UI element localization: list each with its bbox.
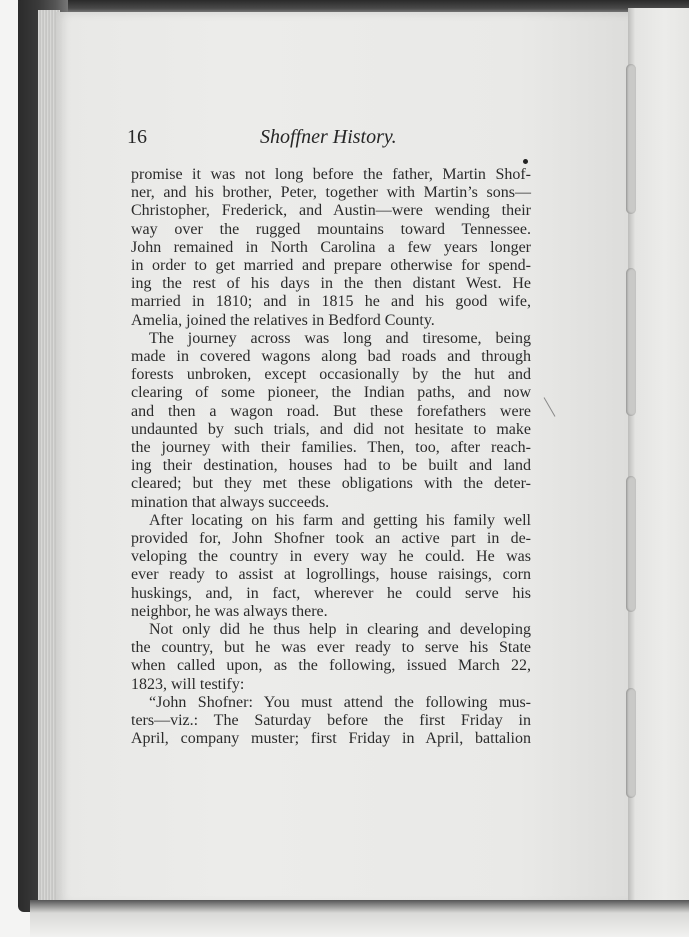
text-line: clearing of some pioneer, the Indian paths, and now bbox=[131, 384, 531, 402]
text-line: ever ready to assist at logrollings, house raisings, corn bbox=[131, 566, 531, 584]
text-line: promise it was not long before the father, Martin Shof- bbox=[131, 166, 531, 183]
text-line: April, company muster; first Friday in April, battalion bbox=[131, 730, 531, 748]
right-page-sliver bbox=[628, 8, 689, 903]
text-line: “John Shofner: You must attend the following mus- bbox=[149, 693, 531, 711]
bottom-edge-shadow bbox=[30, 900, 689, 937]
text-line: ters—viz.: The Saturday before the first Friday in bbox=[131, 712, 531, 730]
text-line: veloping the country in every way he could. He was bbox=[131, 548, 531, 566]
text-line: ner, and his brother, Peter, together with Martin’s sons— bbox=[131, 184, 531, 202]
binding-stitch bbox=[626, 476, 636, 612]
text-line: provided for, John Shofner took an active part in de- bbox=[131, 530, 531, 548]
text-line: Amelia, joined the relatives in Bedford County. bbox=[131, 311, 435, 329]
text-line: The journey across was long and tiresome, being bbox=[149, 329, 531, 347]
text-line: cleared; but they met these obligations with the deter- bbox=[131, 475, 531, 493]
binding-stitch bbox=[626, 64, 636, 214]
text-line: made in covered wagons along bad roads and through bbox=[131, 348, 531, 366]
binding-stitch bbox=[626, 268, 636, 416]
text-line: married in 1810; and in 1815 he and his good wife, bbox=[131, 293, 531, 311]
text-line: neighbor, he was always there. bbox=[131, 602, 328, 620]
text-line: ing their destination, houses had to be built and land bbox=[131, 457, 531, 475]
text-line: forests unbroken, except occasionally by the hut and bbox=[131, 366, 531, 384]
text-line: way over the rugged mountains toward Tennessee. bbox=[131, 220, 531, 238]
text-line: After locating on his farm and getting his family well bbox=[149, 511, 531, 529]
text-line: John remained in North Carolina a few years longer bbox=[131, 238, 531, 256]
ink-speck bbox=[523, 159, 528, 164]
text-line: and then a wagon road. But these forefathers were bbox=[131, 402, 531, 420]
text-line: the journey with their families. Then, too, after reach- bbox=[131, 439, 531, 457]
text-line: Christopher, Frederick, and Austin—were wending their bbox=[131, 202, 531, 220]
page-header bbox=[127, 126, 529, 156]
text-line: the country, but he was ever ready to serve his State bbox=[131, 639, 531, 657]
binding-stitch bbox=[626, 688, 636, 798]
text-line: undaunted by such trials, and did not hesitate to make bbox=[131, 420, 531, 438]
text-line: Not only did he thus help in clearing and developing bbox=[149, 621, 531, 639]
text-line: 1823, will testify: bbox=[131, 675, 245, 693]
text-line: ing the rest of his days in the then distant West. He bbox=[131, 275, 531, 293]
body-text bbox=[131, 166, 531, 749]
text-line: when called upon, as the following, issued March 22, bbox=[131, 657, 531, 675]
running-title: Shoffner History. bbox=[260, 126, 397, 148]
text-line: huskings, and, in fact, wherever he could serve his bbox=[131, 584, 531, 602]
text-line: mination that always succeeds. bbox=[131, 493, 330, 511]
page-number: 16 bbox=[127, 126, 147, 148]
text-line: in order to get married and prepare otherwise for spend- bbox=[131, 257, 531, 275]
